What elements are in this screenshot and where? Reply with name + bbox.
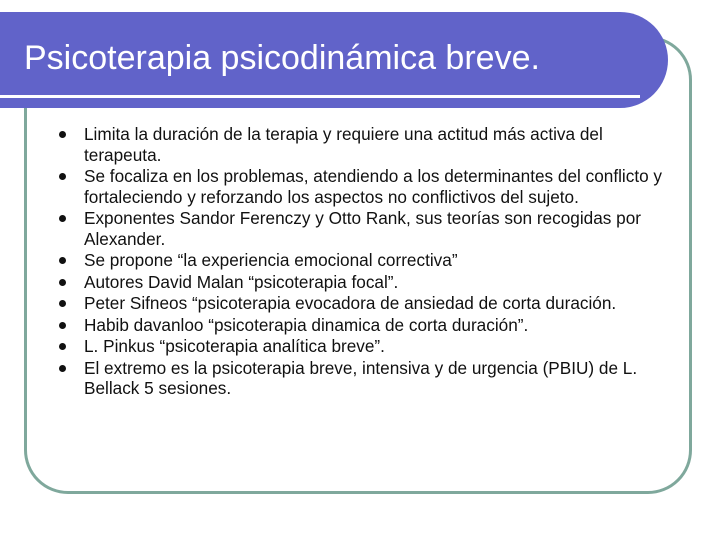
bullet-text: Peter Sifneos “psicoterapia evocadora de ansiedad de corta duración.	[84, 293, 617, 313]
bullet-text: Autores David Malan “psicoterapia focal”.	[84, 271, 399, 292]
bullet-text: Exponentes Sandor Ferenczy y Otto Rank, sus teorías son recogidas por Alexander.	[84, 208, 641, 249]
bullet-list	[58, 124, 678, 400]
bullet-dot-icon	[59, 173, 66, 180]
bullet-item	[58, 358, 678, 399]
bullet-item	[58, 250, 678, 271]
bullet-item	[58, 166, 678, 207]
bullet-text: Habib davanloo “psicoterapia dinamica de corta duración”.	[84, 314, 529, 335]
bullet-item	[58, 208, 678, 249]
bullet-dot-icon	[59, 257, 66, 264]
bullet-dot-icon	[59, 131, 66, 138]
bullet-item	[58, 272, 678, 293]
bullet-text: Limita la duración de la terapia y requiere una actitud más activa del terapeuta.	[84, 124, 603, 165]
bullet-text: Se propone “la experiencia emocional correctiva”	[84, 250, 458, 270]
bullet-item	[58, 124, 678, 165]
bullet-item	[58, 336, 678, 357]
bullet-dot-icon	[59, 279, 66, 286]
bullet-text: Se focaliza en los problemas, atendiendo a los determinantes del conflicto y fortaleciendo y reforzando los aspectos no conflictivos del sujeto.	[84, 166, 663, 207]
bullet-dot-icon	[59, 365, 66, 372]
bullet-dot-icon	[59, 300, 66, 307]
bullet-dot-icon	[59, 215, 66, 222]
title-underline	[0, 95, 640, 98]
bullet-dot-icon	[59, 343, 66, 350]
bullet-dot-icon	[59, 322, 66, 329]
bullet-item	[58, 315, 678, 336]
bullet-text: El extremo es la psicoterapia breve, intensiva y de urgencia (PBIU) de L. Bellack 5 sesiones.	[84, 357, 638, 398]
slide-title: Psicoterapia psicodinámica breve.	[24, 39, 540, 77]
bullet-item	[58, 293, 678, 314]
bullet-text: L. Pinkus “psicoterapia analítica breve”.	[84, 336, 385, 356]
